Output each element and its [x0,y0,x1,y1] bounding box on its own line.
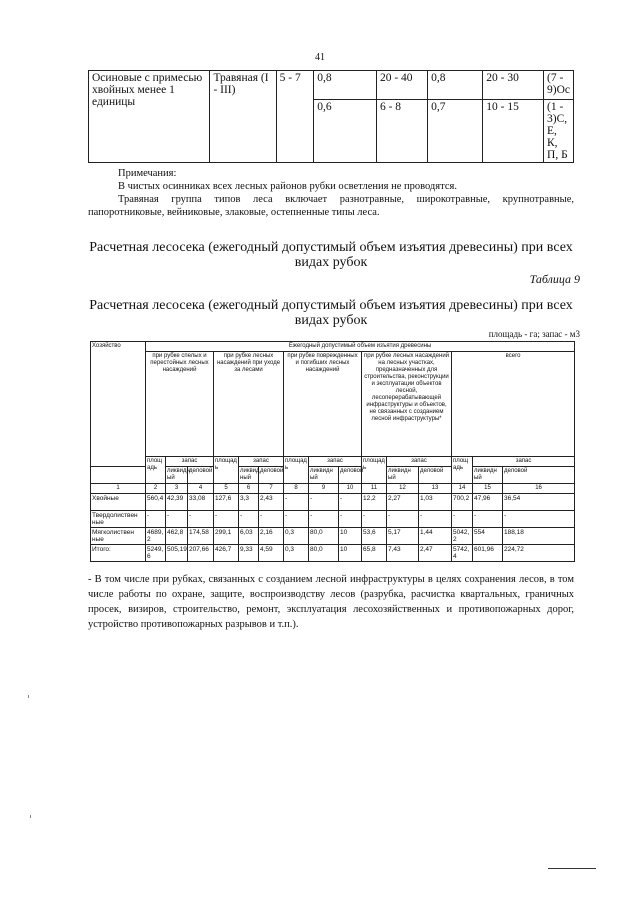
table-cell: - [339,494,362,511]
table-cell: 33,08 [188,494,214,511]
table-cell: 9,33 [239,545,259,562]
group-cell: Травяная (I - III) [210,71,276,163]
table-row [91,511,575,528]
table-cell: 1,03 [419,494,452,511]
area-header: площад ь [214,457,239,484]
table-cell: 0,3 [284,528,309,545]
notes-line-1: В чистых осинниках всех лесных районов рубки осветления не проводятся. [118,181,457,192]
column-number: 2 [146,484,166,494]
header-row [91,457,575,467]
stock-header: запас [239,457,284,467]
group-header-infrastructure: при рубке лесных насаждений на лесных участках, предназначенных для строительства, реконструкции и эксплуатации объектов лесной, лесоперерабатывающей инфраструктуры и объектов, не связанных с созданием лесной инфраструктуры* [362,352,452,457]
bottom-rule [548,868,596,869]
table-cell: 20 - 30 [483,71,544,100]
table-cell: 36,54 [503,494,575,511]
table-cell: 299,1 [214,528,239,545]
business-header: деловой [259,467,284,484]
table-cell: 1,44 [419,528,452,545]
table-cell: 6 - 8 [376,100,427,163]
forest-type-table [88,70,574,163]
column-number: 15 [473,484,503,494]
column-number: 10 [339,484,362,494]
table-cell: - [239,511,259,528]
table-cell: 4689, 2 [146,528,166,545]
age-cell: 5 - 7 [276,71,314,163]
table-cell: 462,8 [166,528,188,545]
column-number: 14 [452,484,473,494]
table-cell: - [503,511,575,528]
table-cell: - [284,494,309,511]
table-cell: 505,19 [166,545,188,562]
table-cell: 188,18 [503,528,575,545]
page-number: 41 [315,52,325,63]
table-caption: Таблица 9 [529,272,580,286]
group-header-damaged: при рубке поврежденных и погибших лесных насаждений [284,352,362,457]
table-cell: 5249, 6 [146,545,166,562]
units-label: площадь - га; запас - м3 [488,329,580,339]
table-cell: - [166,511,188,528]
table-cell: - [419,511,452,528]
table-cell: - [452,511,473,528]
group-header-thinning: при рубке лесных насаждений при уходе за лесами [214,352,284,457]
table-cell: - [362,511,387,528]
group-header-mature: при рубке спелых и перестойных лесных насаждений [146,352,214,457]
business-header: деловой [419,467,452,484]
area-header: площад ь [284,457,309,484]
table-cell: 5,17 [387,528,419,545]
table-cell: - [309,494,339,511]
total-header: Ежегодный допустимый объем изъятия древесины [146,342,575,352]
table-title: Расчетная лесосека (ежегодный допустимый объем изъятия древесины) при всех видах рубок [89,298,573,328]
table-cell: 47,96 [473,494,503,511]
column-number: 13 [419,484,452,494]
stock-header: запас [309,457,362,467]
table-cell: 601,96 [473,545,503,562]
table-cell: - [146,511,166,528]
table-cell: - [339,511,362,528]
group-header-total: всего [452,352,575,457]
column-number: 12 [387,484,419,494]
table-cell: 10 - 15 [483,100,544,163]
table-cell: 12,2 [362,494,387,511]
business-header: деловой [188,467,214,484]
stock-header: запас [387,457,452,467]
liquid-header: ликвидн ый [387,467,419,484]
table-cell: 2,27 [387,494,419,511]
scan-artifact [28,695,29,698]
table-cell: 6,03 [239,528,259,545]
table-row [89,71,574,100]
table-cell: 2,16 [259,528,284,545]
table-row [91,545,575,562]
liquid-header: ликвидн ый [166,467,188,484]
table-cell: 174,58 [188,528,214,545]
table-cell: 42,39 [166,494,188,511]
table-cell: 207,66 [188,545,214,562]
column-number: 4 [188,484,214,494]
table-cell: 10 [339,545,362,562]
stock-header: запас [473,457,575,467]
table-cell: 560,4 [146,494,166,511]
column-number: 3 [166,484,188,494]
column-number: 5 [214,484,239,494]
row-label: Итого: [91,545,146,562]
table-cell: 3,3 [239,494,259,511]
table-cell: 0,8 [314,71,377,100]
area-header: площ адь [452,457,473,484]
table-cell: 2,43 [259,494,284,511]
table-cell: 0,7 [428,100,483,163]
header-row [91,342,575,352]
area-header: площ адь [146,457,166,484]
table-cell: 20 - 40 [376,71,427,100]
column-number: 9 [309,484,339,494]
table-cell: - [259,511,284,528]
table-cell: 7,43 [387,545,419,562]
row-label: Хвойные [91,494,146,511]
column-number: 6 [239,484,259,494]
table-cell: 700,2 [452,494,473,511]
table-cell: - [387,511,419,528]
table-cell: 2,47 [419,545,452,562]
liquid-header: ликвид ный [239,467,259,484]
table-cell: 554 [473,528,503,545]
table-cell: 53,6 [362,528,387,545]
table-cell: 5742, 4 [452,545,473,562]
column-number: 16 [503,484,575,494]
liquid-header: ликвидн ый [309,467,339,484]
table-cell: 0,6 [314,100,377,163]
section-heading: Расчетная лесосека (ежегодный допустимый объем изъятия древесины) при всех видах рубок [89,240,573,270]
table-cell: - [214,511,239,528]
table-cell: 0,8 [428,71,483,100]
table-cell: (1 - 3)С, Е, К, П, Б [544,100,574,163]
notes-line-2: Травяная группа типов леса включает разнотравные, широкотравные, крупнотравные, папоротниковые, вейниковые, злаковые, остепненные типы леса. [88,194,574,218]
business-header: деловой [339,467,362,484]
table-cell: - [473,511,503,528]
table-row [91,494,575,511]
table-cell: 224,72 [503,545,575,562]
stock-header: запас [166,457,214,467]
table-cell: - [309,511,339,528]
liquid-header: ликвидн ый [473,467,503,484]
row-label: Твердолиствен ные [91,511,146,528]
footnote: - В том числе при рубках, связанных с созданием лесной инфраструктуры в целях сохранения лесов, в том числе работы по охране, защите, воспроизводству лесов (разрубка, расчистка квартальных, граничных просек, визиров, строительство, ремонт, эксплуатация лесохозяйственных и противопожарных дорог, устройство противопожарных разрывов и т.п.). [88,574,574,630]
table-cell: 0,3 [284,545,309,562]
table-cell: 80,0 [309,528,339,545]
table-cell: 10 [339,528,362,545]
table-cell: - [284,511,309,528]
allowable-cut-table [90,341,575,562]
table-cell: 5042, 2 [452,528,473,545]
column-number: 7 [259,484,284,494]
forest-type-cell: Осиновые с примесью хвойных менее 1 единицы [89,71,210,163]
table-cell: 80,0 [309,545,339,562]
table-cell: (7 - 9)Ос [544,71,574,100]
table-cell: - [188,511,214,528]
column-number: 11 [362,484,387,494]
table-cell: 4,59 [259,545,284,562]
table-cell: 127,6 [214,494,239,511]
notes-title: Примечания: [118,168,177,179]
column-number: 1 [91,484,146,494]
column-number: 8 [284,484,309,494]
business-header: деловой [503,467,575,484]
header-row [91,352,575,457]
column-number-row [91,484,575,494]
area-header: площад ь [362,457,387,484]
scan-artifact [30,815,31,818]
notes-block [88,167,574,219]
table-cell: 65,8 [362,545,387,562]
farm-header-spacer [91,467,146,484]
row-label: Мягколиствен ные [91,528,146,545]
table-row [91,528,575,545]
farm-header: Хозяйство [91,342,146,467]
table-cell: 426,7 [214,545,239,562]
